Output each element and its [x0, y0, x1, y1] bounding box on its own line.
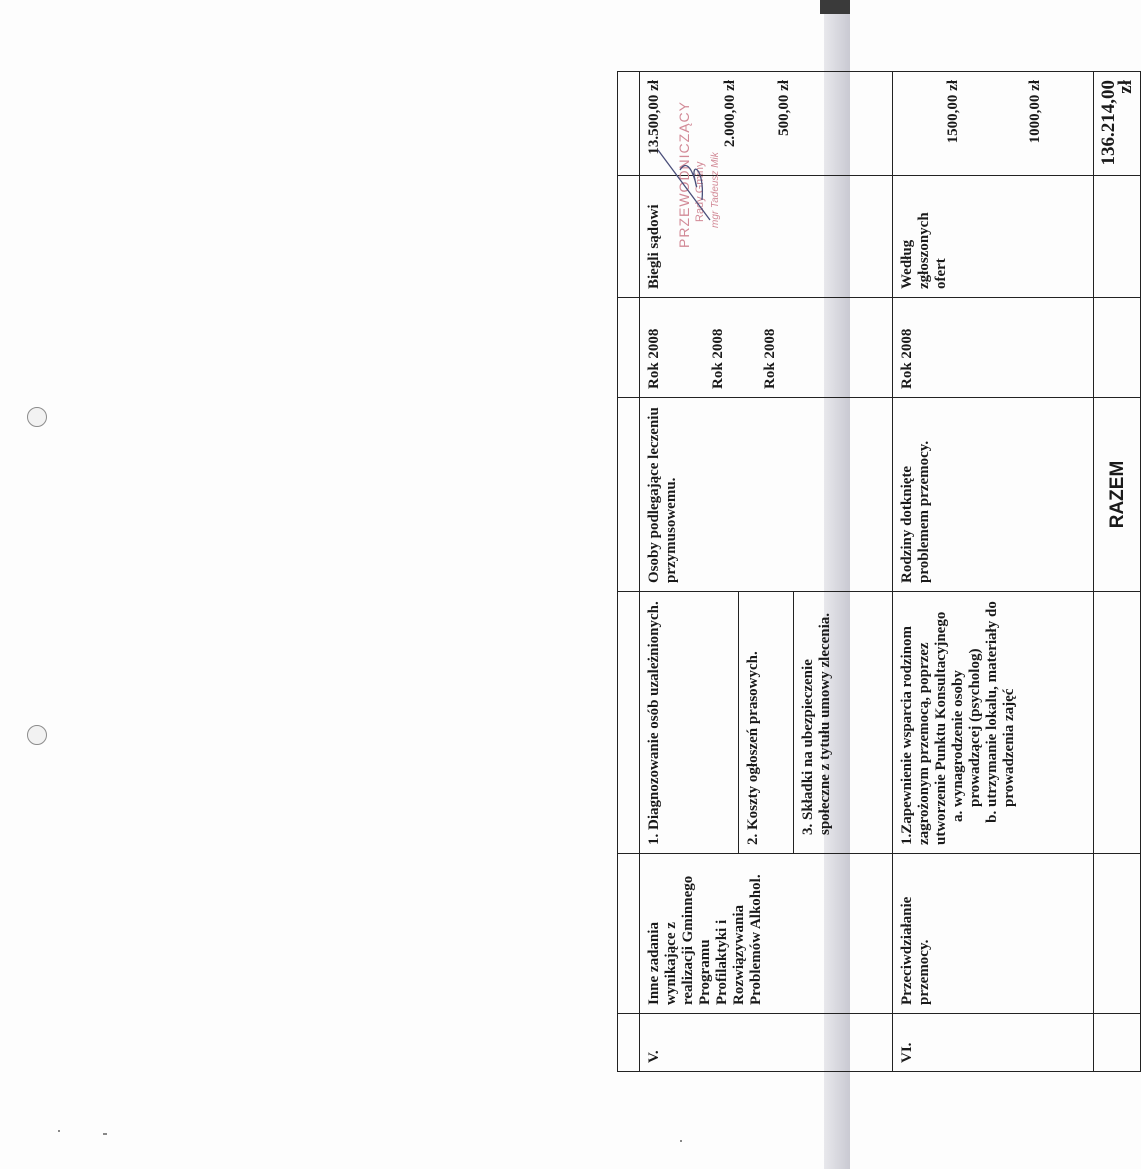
target-group: Rodziny dotknięte problemem przemocy.: [893, 398, 1094, 592]
action-cell: 3. Składki na ubezpieczenie społeczne z tytułu umowy zlecenia.: [794, 592, 893, 854]
total-row: [1094, 72, 1141, 1072]
list-item: b. utrzymanie lokalu, materiały do prowadzenia zajęć: [984, 600, 1018, 807]
amount-value: 1500,00 zł: [945, 80, 961, 144]
scan-speck: [103, 1133, 107, 1135]
amount-value: 1000,00 zł: [1027, 80, 1043, 144]
scan-speck: [58, 1130, 60, 1132]
stamp-title: PRZEWODNICZĄCY: [676, 101, 692, 248]
amount-value: 2.000,00 zł: [722, 80, 738, 148]
executor-cell: Według zgłoszonych ofert: [893, 176, 1094, 298]
term-value: Rok 2008: [762, 328, 778, 389]
action-list: [950, 600, 1018, 845]
punch-hole: [27, 725, 47, 745]
signature: [640, 110, 750, 270]
table-top-border-row: [618, 72, 640, 1072]
action-intro: 1.Zapewnienie wsparcia rodzinom zagrożonym przemocą, poprzez utworzenie Punktu Konsultacyjnego: [899, 611, 949, 845]
task-name: Inne zadania wynikające z realizacji Gminnego Programu Profilaktyki i Rozwiązywania Problemów Alkohol.: [640, 854, 893, 1014]
term-value: Rok 2008: [710, 328, 726, 389]
page-corner: [820, 0, 850, 14]
stamp-line: Rady Gminy: [694, 161, 706, 222]
table-row: [893, 72, 1094, 1072]
target-group: Osoby podlegające leczeniu przymusowemu.: [640, 398, 893, 592]
amount-cell: [893, 72, 1094, 176]
row-number: V.: [640, 1014, 893, 1072]
row-number: VI.: [893, 1014, 1094, 1072]
punch-hole: [27, 407, 47, 427]
amount-value: 13.500,00 zł: [646, 80, 662, 155]
scan-speck: [680, 1140, 682, 1142]
total-amount: 136.214,00 zł: [1094, 72, 1141, 176]
total-label: RAZEM: [1094, 398, 1141, 592]
list-item: a. wynagrodzenie osoby prowadzącej (psycholog): [950, 600, 984, 807]
term-value: Rok 2008: [646, 328, 662, 389]
amount-value: 500,00 zł: [776, 80, 792, 136]
term-value: Rok 2008: [893, 298, 1094, 398]
official-stamp: [640, 101, 750, 270]
task-name: Przeciwdziałanie przemocy.: [893, 854, 1094, 1014]
action-cell: 2. Koszty ogłoszeń prasowych.: [739, 592, 794, 854]
term-cell: [640, 298, 893, 398]
stamp-name: mgr Tadeusz Mik: [710, 152, 721, 228]
action-cell: 1. Diagnozowanie osób uzależnionych.: [640, 592, 739, 854]
action-cell: [893, 592, 1094, 854]
executor-cell: Biegli sądowi: [640, 176, 893, 298]
